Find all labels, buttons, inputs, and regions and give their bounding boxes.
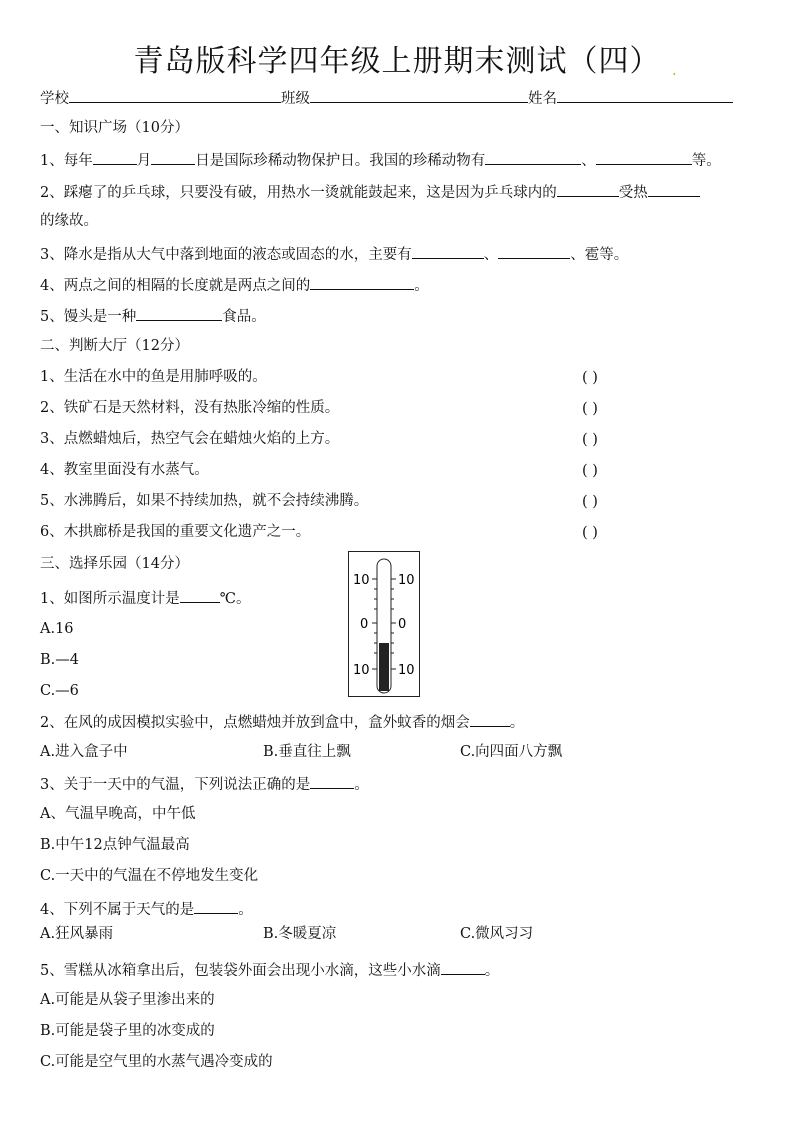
s2-item: 5、水沸腾后，如果不持续加热，就不会持续沸腾。 — [40, 493, 369, 509]
s1-q5: 5、馒头是一种 食品。 — [40, 309, 266, 325]
s3-q5-option-b: B.可能是袋子里的冰变成的 — [40, 1023, 215, 1039]
header-line — [40, 90, 733, 107]
blank[interactable] — [310, 776, 354, 789]
s3-q2-stem: 2、在风的成因模拟实验中，点燃蜡烛并放到盒中，盒外蚊香的烟会 。 — [40, 715, 525, 731]
blank[interactable] — [557, 184, 619, 197]
answer-paren[interactable]: ( ) — [582, 401, 598, 417]
s2-item: 6、木拱廊桥是我国的重要文化遗产之一。 — [40, 524, 311, 540]
s3-q5-option-a: A.可能是从袋子里渗出来的 — [40, 992, 215, 1008]
s3-q4-option-a: A.狂风暴雨 — [40, 926, 114, 942]
s3-q3-stem: 3、关于一天中的气温，下列说法正确的是 。 — [40, 777, 369, 793]
blank[interactable] — [470, 714, 510, 727]
name-field[interactable] — [557, 90, 733, 103]
class-field[interactable] — [310, 90, 528, 103]
blank[interactable] — [498, 246, 570, 259]
section2-heading: 二、判断大厅（12分） — [40, 338, 189, 354]
s2-item: 4、教室里面没有水蒸气。 — [40, 462, 209, 478]
s1-q1: 1、每年 月 日是国际珍稀动物保护日。我国的珍稀动物有 、 等。 — [40, 153, 721, 169]
s3-q5-stem: 5、雪糕从冰箱拿出后，包装袋外面会出现小水滴，这些小水滴 。 — [40, 963, 500, 979]
thermo-label: 10 — [353, 663, 370, 678]
thermo-label: 0 — [360, 617, 369, 632]
thermo-label: 10 — [353, 573, 370, 588]
s3-q1-stem: 1、如图所示温度计是 ℃。 — [40, 591, 251, 607]
name-label: 姓名 — [528, 91, 557, 107]
school-field[interactable] — [69, 90, 281, 103]
thermometer-figure — [348, 551, 420, 697]
title-dot: . — [672, 63, 677, 79]
section1-heading: 一、知识广场（10分） — [40, 120, 189, 136]
thermo-label: 10 — [398, 663, 415, 678]
answer-paren[interactable]: ( ) — [582, 525, 598, 541]
s1-q3: 3、降水是指从大气中落到地面的液态或固态的水，主要有 、 、雹等。 — [40, 247, 629, 263]
thermo-label: 10 — [398, 573, 415, 588]
blank[interactable] — [648, 184, 700, 197]
blank[interactable] — [412, 246, 484, 259]
s3-q2-option-b: B.垂直往上飘 — [263, 744, 351, 760]
answer-paren[interactable]: ( ) — [582, 494, 598, 510]
answer-paren[interactable]: ( ) — [582, 370, 598, 386]
blank[interactable] — [93, 152, 137, 165]
blank[interactable] — [310, 277, 414, 290]
blank[interactable] — [136, 308, 222, 321]
s3-q5-option-c: C.可能是空气里的水蒸气遇冷变成的 — [40, 1054, 273, 1070]
s3-q1-option-c: C.—6 — [40, 683, 79, 699]
s2-item: 1、生活在水中的鱼是用肺呼吸的。 — [40, 369, 267, 385]
s3-q4-option-b: B.冬暖夏凉 — [263, 926, 337, 942]
s3-q1-option-b: B.—4 — [40, 652, 79, 668]
s3-q1-option-a: A.16 — [40, 621, 74, 637]
class-label: 班级 — [281, 91, 310, 107]
blank[interactable] — [180, 590, 220, 603]
page-title: 青岛版科学四年级上册期末测试（四） — [133, 44, 661, 79]
section3-heading: 三、选择乐园（14分） — [40, 556, 189, 572]
s1-q2: 2、踩瘪了的乒乓球，只要没有破，用热水一烫就能鼓起来，这是因为乒乓球内的 受热 — [40, 184, 700, 201]
thermometer-icon — [348, 551, 420, 697]
thermo-label: 0 — [398, 617, 407, 632]
s3-q2-option-c: C.向四面八方飘 — [460, 744, 563, 760]
s3-q3-option-a: A、气温早晚高，中午低 — [40, 806, 196, 822]
school-label: 学校 — [40, 91, 69, 107]
s1-q2-cont: 的缘故。 — [40, 213, 98, 229]
answer-paren[interactable]: ( ) — [582, 463, 598, 479]
blank[interactable] — [596, 152, 692, 165]
answer-paren[interactable]: ( ) — [582, 432, 598, 448]
s3-q3-option-b: B.中午12点钟气温最高 — [40, 837, 190, 853]
s3-q4-stem: 4、下列不属于天气的是 。 — [40, 902, 253, 918]
s3-q2-option-a: A.进入盒子中 — [40, 744, 128, 760]
s1-q4: 4、两点之间的相隔的长度就是两点之间的 。 — [40, 278, 429, 294]
s3-q3-option-c: C.一天中的气温在不停地发生变化 — [40, 868, 259, 884]
blank[interactable] — [194, 901, 238, 914]
blank[interactable] — [485, 152, 581, 165]
blank[interactable] — [441, 962, 485, 975]
s2-item: 3、点燃蜡烛后，热空气会在蜡烛火焰的上方。 — [40, 431, 340, 447]
s2-item: 2、铁矿石是天然材料，没有热胀冷缩的性质。 — [40, 400, 340, 416]
blank[interactable] — [151, 152, 195, 165]
s3-q4-option-c: C.微风习习 — [460, 926, 534, 942]
